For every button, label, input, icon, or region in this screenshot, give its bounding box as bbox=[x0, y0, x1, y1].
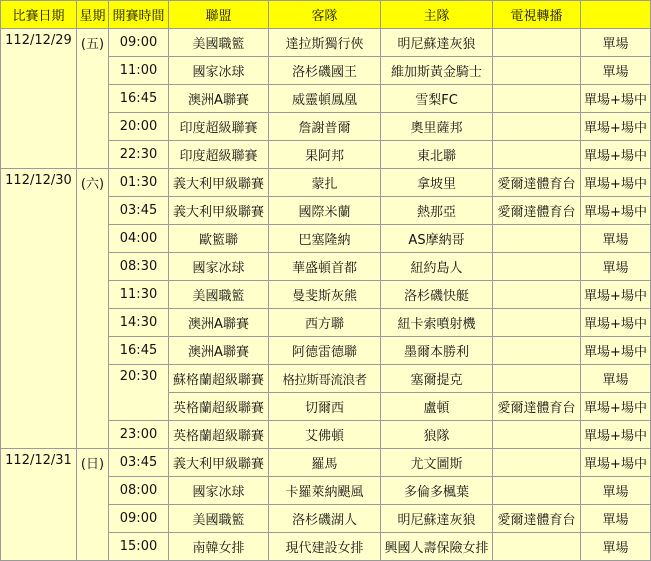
time-cell: 03:45 bbox=[109, 197, 169, 225]
home-cell: 盧頓 bbox=[381, 393, 493, 421]
time-cell: 20:30 bbox=[109, 365, 169, 421]
league-cell: 義大利甲級聯賽 bbox=[169, 169, 269, 197]
table-row bbox=[1, 449, 651, 477]
weekday-cell: (五) bbox=[77, 29, 109, 169]
time-cell: 11:00 bbox=[109, 57, 169, 85]
home-cell: 拿坡里 bbox=[381, 169, 493, 197]
away-cell: 切爾西 bbox=[269, 393, 381, 421]
home-cell: 奧里薩邦 bbox=[381, 113, 493, 141]
tv-cell bbox=[493, 477, 581, 505]
time-cell: 09:00 bbox=[109, 505, 169, 533]
type-cell: 單場+場中 bbox=[581, 281, 651, 309]
home-cell: 興國人壽保險女排 bbox=[381, 533, 493, 561]
home-cell: 東北聯 bbox=[381, 141, 493, 169]
league-cell: 蘇格蘭超級聯賽 bbox=[169, 365, 269, 393]
away-cell: 阿德雷德聯 bbox=[269, 337, 381, 365]
away-cell: 現代建設女排 bbox=[269, 533, 381, 561]
home-cell: 紐卡索噴射機 bbox=[381, 309, 493, 337]
away-cell: 詹謝普爾 bbox=[269, 113, 381, 141]
header-row bbox=[1, 1, 651, 29]
type-cell: 單場+場中 bbox=[581, 393, 651, 421]
away-cell: 蒙扎 bbox=[269, 169, 381, 197]
type-cell: 單場+場中 bbox=[581, 337, 651, 365]
weekday-cell: (六) bbox=[77, 169, 109, 449]
time-cell: 08:30 bbox=[109, 253, 169, 281]
time-cell: 16:45 bbox=[109, 337, 169, 365]
header-time: 開賽時間 bbox=[109, 1, 169, 29]
time-cell: 04:00 bbox=[109, 225, 169, 253]
home-cell: 維加斯黃金騎士 bbox=[381, 57, 493, 85]
type-cell: 單場+場中 bbox=[581, 169, 651, 197]
tv-cell bbox=[493, 57, 581, 85]
time-cell: 23:00 bbox=[109, 421, 169, 449]
league-cell: 英格蘭超級聯賽 bbox=[169, 421, 269, 449]
league-cell: 義大利甲級聯賽 bbox=[169, 449, 269, 477]
type-cell: 單場+場中 bbox=[581, 449, 651, 477]
home-cell: 墨爾本勝利 bbox=[381, 337, 493, 365]
header-date: 比賽日期 bbox=[1, 1, 77, 29]
away-cell: 西方聯 bbox=[269, 309, 381, 337]
type-cell: 單場 bbox=[581, 365, 651, 393]
home-cell: 熱那亞 bbox=[381, 197, 493, 225]
league-cell: 歐籃聯 bbox=[169, 225, 269, 253]
time-cell: 09:00 bbox=[109, 29, 169, 57]
header-home: 主隊 bbox=[381, 1, 493, 29]
tv-cell bbox=[493, 337, 581, 365]
away-cell: 艾佛頓 bbox=[269, 421, 381, 449]
date-cell: 112/12/31 bbox=[1, 449, 77, 561]
home-cell: AS摩納哥 bbox=[381, 225, 493, 253]
tv-cell bbox=[493, 29, 581, 57]
home-cell: 雪梨FC bbox=[381, 85, 493, 113]
league-cell: 澳洲A聯賽 bbox=[169, 85, 269, 113]
time-cell: 08:00 bbox=[109, 477, 169, 505]
league-cell: 印度超級聯賽 bbox=[169, 141, 269, 169]
header-type bbox=[581, 1, 651, 29]
tv-cell bbox=[493, 85, 581, 113]
home-cell: 明尼蘇達灰狼 bbox=[381, 505, 493, 533]
away-cell: 格拉斯哥流浪者 bbox=[269, 365, 381, 393]
tv-cell bbox=[493, 281, 581, 309]
tv-cell bbox=[493, 309, 581, 337]
league-cell: 國家冰球 bbox=[169, 57, 269, 85]
league-cell: 澳洲A聯賽 bbox=[169, 337, 269, 365]
time-cell: 20:00 bbox=[109, 113, 169, 141]
tv-cell bbox=[493, 365, 581, 393]
header-away: 客隊 bbox=[269, 1, 381, 29]
home-cell: 紐約島人 bbox=[381, 253, 493, 281]
tv-cell bbox=[493, 253, 581, 281]
away-cell: 洛杉磯國王 bbox=[269, 57, 381, 85]
home-cell: 狼隊 bbox=[381, 421, 493, 449]
table-row bbox=[1, 29, 651, 57]
tv-cell bbox=[493, 449, 581, 477]
home-cell: 洛杉磯快艇 bbox=[381, 281, 493, 309]
type-cell: 單場 bbox=[581, 477, 651, 505]
home-cell: 尤文圖斯 bbox=[381, 449, 493, 477]
type-cell: 單場+場中 bbox=[581, 113, 651, 141]
home-cell: 明尼蘇達灰狼 bbox=[381, 29, 493, 57]
type-cell: 單場+場中 bbox=[581, 141, 651, 169]
tv-cell: 愛爾達體育台 bbox=[493, 505, 581, 533]
time-cell: 22:30 bbox=[109, 141, 169, 169]
date-cell: 112/12/30 bbox=[1, 169, 77, 449]
tv-cell bbox=[493, 421, 581, 449]
league-cell: 義大利甲級聯賽 bbox=[169, 197, 269, 225]
time-cell: 03:45 bbox=[109, 449, 169, 477]
type-cell: 單場+場中 bbox=[581, 309, 651, 337]
type-cell: 單場+場中 bbox=[581, 421, 651, 449]
league-cell: 印度超級聯賽 bbox=[169, 113, 269, 141]
type-cell: 單場 bbox=[581, 29, 651, 57]
time-cell: 16:45 bbox=[109, 85, 169, 113]
type-cell: 單場+場中 bbox=[581, 197, 651, 225]
type-cell: 單場 bbox=[581, 57, 651, 85]
time-cell: 15:00 bbox=[109, 533, 169, 561]
tv-cell: 愛爾達體育台 bbox=[493, 169, 581, 197]
away-cell: 卡羅萊納颶風 bbox=[269, 477, 381, 505]
home-cell: 多倫多楓葉 bbox=[381, 477, 493, 505]
type-cell: 單場+場中 bbox=[581, 85, 651, 113]
tv-cell: 愛爾達體育台 bbox=[493, 197, 581, 225]
time-cell: 14:30 bbox=[109, 309, 169, 337]
league-cell: 美國職籃 bbox=[169, 29, 269, 57]
away-cell: 華盛頓首都 bbox=[269, 253, 381, 281]
type-cell: 單場 bbox=[581, 505, 651, 533]
league-cell: 國家冰球 bbox=[169, 253, 269, 281]
away-cell: 果阿邦 bbox=[269, 141, 381, 169]
tv-cell bbox=[493, 113, 581, 141]
league-cell: 美國職籃 bbox=[169, 505, 269, 533]
away-cell: 國際米蘭 bbox=[269, 197, 381, 225]
type-cell: 單場 bbox=[581, 225, 651, 253]
league-cell: 澳洲A聯賽 bbox=[169, 309, 269, 337]
away-cell: 威靈頓鳳凰 bbox=[269, 85, 381, 113]
away-cell: 達拉斯獨行俠 bbox=[269, 29, 381, 57]
table-row bbox=[1, 169, 651, 197]
header-league: 聯盟 bbox=[169, 1, 269, 29]
league-cell: 英格蘭超級聯賽 bbox=[169, 393, 269, 421]
type-cell: 單場 bbox=[581, 253, 651, 281]
home-cell: 塞爾提克 bbox=[381, 365, 493, 393]
type-cell: 單場 bbox=[581, 533, 651, 561]
time-cell: 11:30 bbox=[109, 281, 169, 309]
time-cell: 01:30 bbox=[109, 169, 169, 197]
weekday-cell: (日) bbox=[77, 449, 109, 561]
tv-cell bbox=[493, 225, 581, 253]
league-cell: 國家冰球 bbox=[169, 477, 269, 505]
league-cell: 南韓女排 bbox=[169, 533, 269, 561]
away-cell: 曼斐斯灰熊 bbox=[269, 281, 381, 309]
away-cell: 羅馬 bbox=[269, 449, 381, 477]
header-tv: 電視轉播 bbox=[493, 1, 581, 29]
tv-cell bbox=[493, 141, 581, 169]
tv-cell bbox=[493, 533, 581, 561]
away-cell: 洛杉磯湖人 bbox=[269, 505, 381, 533]
date-cell: 112/12/29 bbox=[1, 29, 77, 169]
league-cell: 美國職籃 bbox=[169, 281, 269, 309]
tv-cell: 愛爾達體育台 bbox=[493, 393, 581, 421]
header-weekday: 星期 bbox=[77, 1, 109, 29]
away-cell: 巴塞隆納 bbox=[269, 225, 381, 253]
